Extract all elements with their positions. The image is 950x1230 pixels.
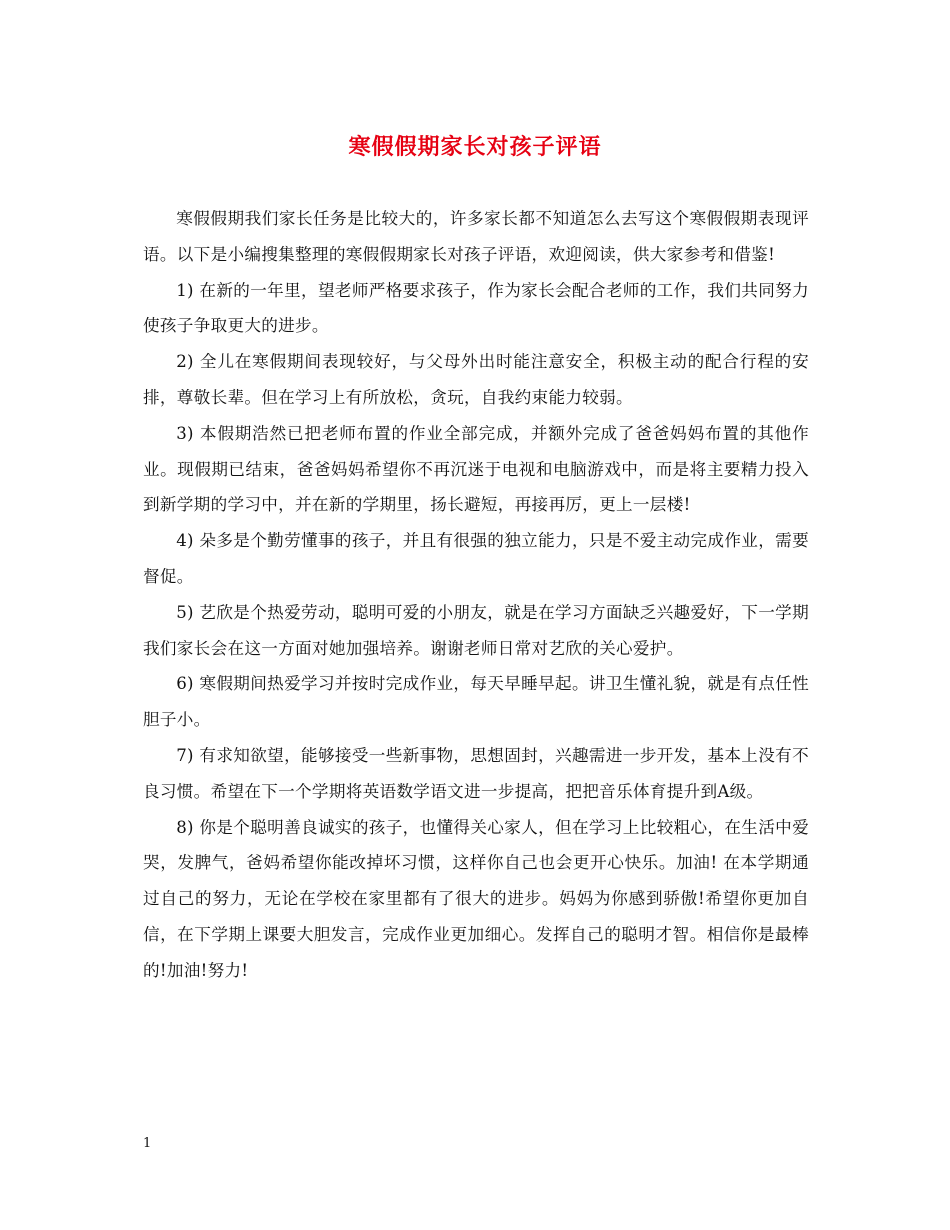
paragraph-item-7: 7) 有求知欲望，能够接受一些新事物，思想固封，兴趣需进一步开发，基本上没有不良习惯。希望在下一个学期将英语数学语文进一步提高，把把音乐体育提升到A级。 <box>143 745 809 801</box>
document-body <box>143 201 809 989</box>
paragraph-intro: 寒假假期我们家长任务是比较大的，许多家长都不知道怎么去写这个寒假假期表现评语。以下是小编搜集整理的寒假假期家长对孩子评语，欢迎阅读，供大家参考和借鉴! <box>143 209 809 264</box>
paragraph-item-5: 5) 艺欣是个热爱劳动，聪明可爱的小朋友，就是在学习方面缺乏兴趣爱好，下一学期我们家长会在这一方面对她加强培养。谢谢老师日常对艺欣的关心爱护。 <box>143 602 809 658</box>
paragraph-item-1: 1) 在新的一年里，望老师严格要求孩子，作为家长会配合老师的工作，我们共同努力使孩子争取更大的进步。 <box>143 280 809 336</box>
page-number: 1 <box>143 1136 152 1151</box>
document-title: 寒假假期家长对孩子评语 <box>348 134 602 160</box>
paragraph-item-3: 3) 本假期浩然已把老师布置的作业全部完成，并额外完成了爸爸妈妈布置的其他作业。现假期已结束，爸爸妈妈希望你不再沉迷于电视和电脑游戏中，而是将主要精力投入到新学期的学习中，并在新的学期里，扬长避短，再接再厉，更上一层楼! <box>143 423 809 515</box>
paragraph-item-8: 8) 你是个聪明善良诚实的孩子，也懂得关心家人，但在学习上比较粗心，在生活中爱哭，发脾气，爸妈希望你能改掉坏习惯，这样你自己也会更开心快乐。加油! 在本学期通过自己的努力，无论在学校在家里都有了很大的进步。妈妈为你感到骄傲!希望你更加自信，在下学期上课要大胆发言，完成作业更加细心。发挥自己的聪明才智。相信你是最棒的!加油!努力! <box>143 817 809 980</box>
paragraph-item-4: 4) 朵多是个勤劳懂事的孩子，并且有很强的独立能力，只是不爱主动完成作业，需要督促。 <box>143 531 809 586</box>
paragraph-item-6: 6) 寒假期间热爱学习并按时完成作业，每天早睡早起。讲卫生懂礼貌，就是有点任性胆子小。 <box>143 674 809 730</box>
paragraph-item-2: 2) 全儿在寒假期间表现较好，与父母外出时能注意安全，积极主动的配合行程的安排，尊敬长辈。但在学习上有所放松，贪玩，自我约束能力较弱。 <box>143 352 809 407</box>
